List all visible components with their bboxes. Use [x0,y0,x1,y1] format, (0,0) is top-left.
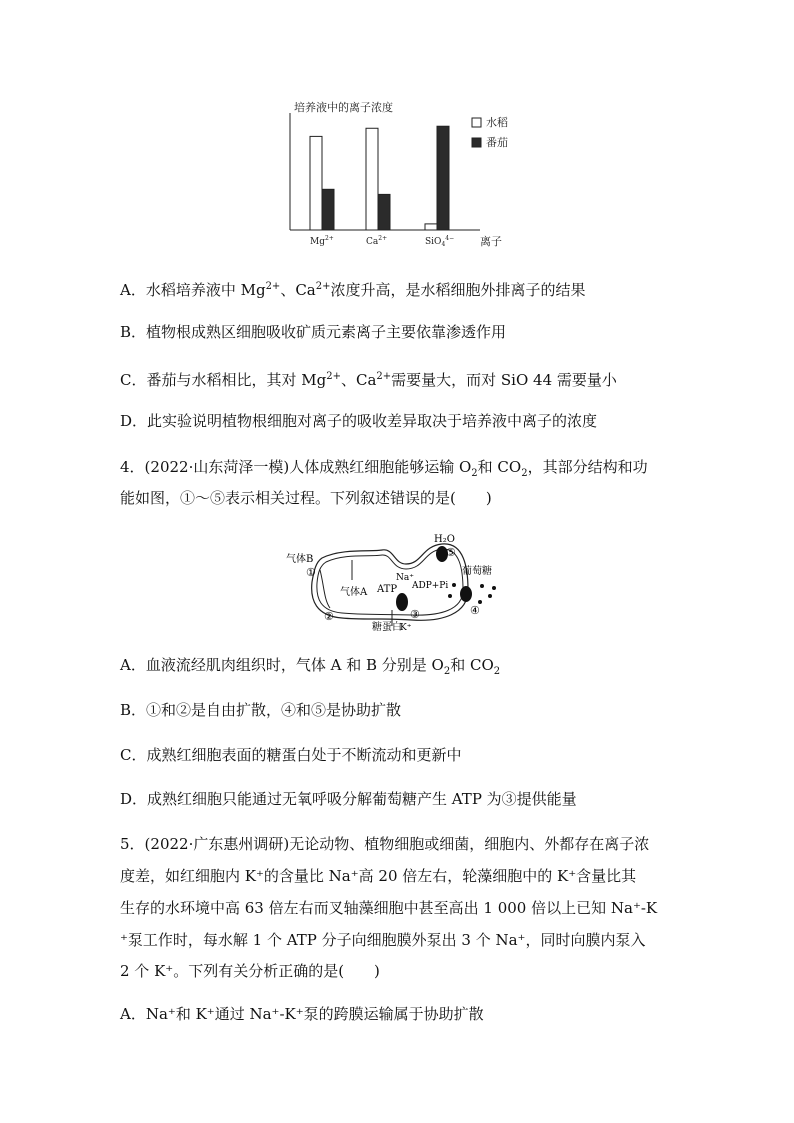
label-n5: ⑤ [446,546,456,559]
label-gas-a: 气体A [340,587,368,598]
label-glycoprotein: 糖蛋白 [372,622,402,633]
bar-rice-ca [366,128,378,230]
bar-tomato-mg [322,189,334,230]
glucose-carrier-icon [460,586,472,602]
legend-label-rice: 水稻 [486,116,508,129]
q4-option-a[interactable]: A．血液流经肌肉组织时，气体 A 和 B 分别是 $O_2$和 $CO_2$ [120,656,501,677]
label-atp: ATP [377,584,398,595]
tick-label-ca: $Ca^{2+}$ [366,235,388,247]
label-glucose: 葡萄糖 [462,566,492,577]
label-h2o: H₂O [434,534,455,545]
q3-option-c[interactable]: C．番茄与水稻相比，其对 $Mg^{2+}$、$Ca^{2+}$需要量大，而对 SiO 44 需要量小 [120,371,617,389]
x-axis-label: 离子 [480,235,502,248]
ion-concentration-chart [280,95,540,255]
q3-option-b[interactable]: B．植物根成熟区细胞吸收矿质元素离子主要依靠渗透作用 [120,323,507,341]
q4-stem-line2: 能如图，①～⑤表示相关过程。下列叙述错误的是( ) [120,489,492,507]
label-adp: ADP+Pi [412,581,449,591]
bar-rice-sio [425,224,437,230]
bar-rice-mg [310,136,322,230]
q5-option-a[interactable]: A．Na⁺和 K⁺通过 Na⁺-K⁺泵的跨膜运输属于协助扩散 [120,1005,484,1023]
bar-tomato-sio [437,126,449,230]
q5-stem-line3: 生存的水环境中高 63 倍左右而叉轴藻细胞中甚至高出 1 000 倍以上已知 Na⁺-K [120,899,658,917]
q3-option-a[interactable]: A．水稻培养液中 $Mg^{2+}$、$Ca^{2+}$浓度升高，是水稻细胞外排离子的结果 [120,281,586,299]
label-n2: ② [324,610,334,623]
bar-tomato-ca [378,194,390,230]
q4-option-b[interactable]: B．①和②是自由扩散，④和⑤是协助扩散 [120,701,402,719]
label-na: Na⁺ [396,573,414,583]
q4-stem-line1: 4．(2022·山东菏泽一模)人体成熟红细胞能够运输 $O_2$和 $CO_2$，其部分结构和功 [120,458,648,479]
q5-stem-line5: 2 个 K⁺。下列有关分析正确的是( ) [120,962,380,980]
q5-stem-line1: 5．(2022·广东惠州调研)无论动物、植物细胞或细菌，细胞内、外都存在离子浓 [120,835,650,853]
q5-stem-line4: ⁺泵工作时，每水解 1 个 ATP 分子向细胞膜外泵出 3 个 Na⁺，同时向膜内泵入 [120,931,646,949]
label-k: K⁺ [400,623,412,633]
label-gas-b: 气体B [286,554,314,565]
tick-label-mg: $Mg^{2+}$ [310,235,334,247]
q4-option-d[interactable]: D．成熟红细胞只能通过无氧呼吸分解葡萄糖产生 ATP 为③提供能量 [120,790,577,808]
label-n1: ① [306,566,316,579]
y-axis-label: 培养液中的离子浓度 [294,101,393,114]
label-n3: ③ [410,608,420,621]
q4-option-c[interactable]: C．成熟红细胞表面的糖蛋白处于不断流动和更新中 [120,746,462,764]
legend-swatch-rice [472,118,481,127]
q3-option-d[interactable]: D．此实验说明植物根细胞对离子的吸收差异取决于培养液中离子的浓度 [120,412,598,430]
na-k-pump-icon [396,593,408,611]
legend-label-tomato: 番茄 [486,136,508,149]
legend-swatch-tomato [472,138,481,147]
tick-label-sio: SiO$_4^{4-}$ [425,235,455,248]
rbc-diagram [282,530,512,635]
q5-stem-line2: 度差，如红细胞内 K⁺的含量比 Na⁺高 20 倍左右，轮藻细胞中的 K⁺含量比其 [120,867,637,885]
label-n4: ④ [470,604,480,617]
